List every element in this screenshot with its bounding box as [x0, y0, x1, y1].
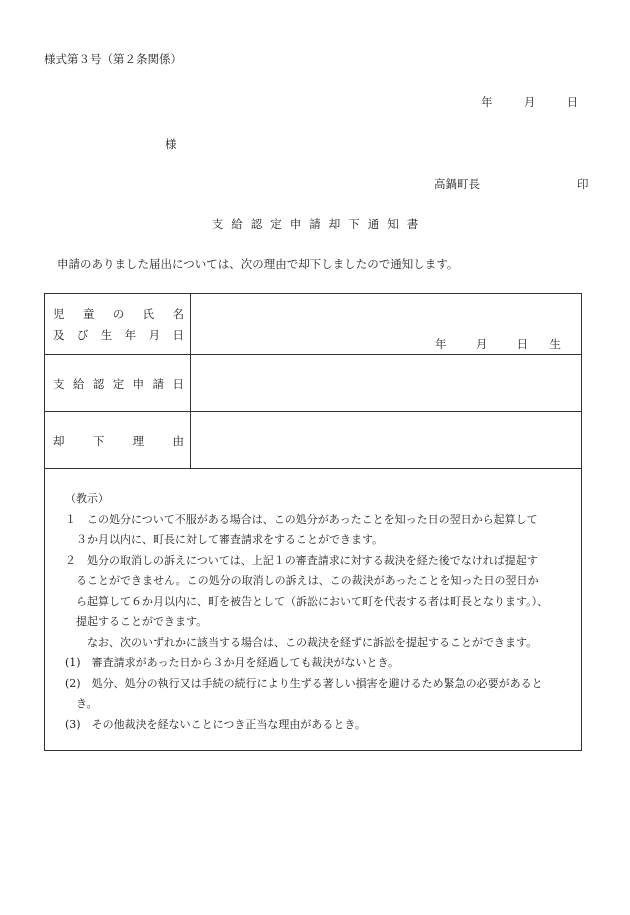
notice-form-table	[44, 293, 582, 751]
child-name-label-cell	[45, 294, 191, 355]
application-date-row	[45, 355, 582, 412]
child-name-label-line1: 児 童 の 氏 名	[53, 307, 184, 321]
notes-line: ることができません。この処分の取消しの訴えは、この裁決があったことを知った日の翌日か	[65, 574, 539, 587]
rejection-reason-value-cell[interactable]	[191, 412, 582, 469]
body-text: 申請のありました届出については、次の理由で却下しましたので通知します。	[57, 257, 459, 271]
application-date-label-cell	[45, 355, 191, 412]
notes-line: ３か月以内に、町長に対して審査請求をすることができます。	[65, 533, 384, 546]
document-title: 支給認定申請却下通知書	[211, 217, 427, 231]
birth-year-label: 年	[435, 337, 447, 351]
rejection-reason-row	[45, 412, 582, 469]
seal-mark: 印	[577, 177, 589, 191]
notes-line: 提起することができます。	[65, 615, 208, 628]
child-name-label-line2: 及 び 生 年 月 日	[53, 328, 184, 342]
application-date-value-cell[interactable]	[191, 355, 582, 412]
notes-block	[65, 489, 575, 735]
rejection-reason-label-cell	[45, 412, 191, 469]
birth-date-line	[435, 336, 561, 352]
notes-heading: （教示）	[65, 492, 109, 505]
notes-line: (3) その他裁決を経ないことにつき正当な理由があるとき。	[65, 717, 366, 731]
child-row	[45, 294, 582, 355]
notes-line: ら起算して６か月以内に、町を被告として（訴訟において町を代表する者は町長となります。）、	[65, 594, 549, 608]
notes-line: なお、次のいずれかに該当する場合は、この裁決を経ずに訴訟を提起することができます。	[65, 635, 538, 649]
birth-day-label: 日	[516, 337, 529, 351]
date-year-label: 年	[481, 95, 493, 109]
date-day-label: 日	[566, 95, 579, 109]
notes-line: (2) 処分、処分の執行又は手続の続行により生ずる著しい損害を避けるため緊急の必要があると	[65, 676, 543, 690]
date-line	[481, 94, 578, 110]
addressee-suffix: 様	[165, 137, 177, 151]
notes-line: (1) 審査請求があった日から３か月を経過しても裁決がないとき。	[65, 656, 400, 669]
date-month-label: 月	[523, 95, 536, 109]
birth-month-label: 月	[475, 337, 488, 351]
application-date-label: 支 給 認 定 申 請 日	[53, 377, 184, 391]
child-name-value-cell[interactable]	[191, 294, 582, 355]
notes-row	[45, 469, 582, 751]
notes-line: １ この処分について不服がある場合は、この処分があったことを知った日の翌日から起算して	[65, 512, 538, 526]
notes-line: き。	[65, 697, 98, 710]
notes-line: ２ 処分の取消しの訴えについては、上記１の審査請求に対する裁決を経た後でなければ提起す	[65, 553, 538, 567]
form-number: 様式第３号（第２条関係）	[44, 52, 182, 66]
birth-suffix-label: 生	[549, 337, 561, 351]
notes-cell	[45, 469, 582, 751]
rejection-reason-label: 却 下 理 由	[53, 434, 184, 448]
issuer-name: 高鍋町長	[434, 177, 480, 191]
